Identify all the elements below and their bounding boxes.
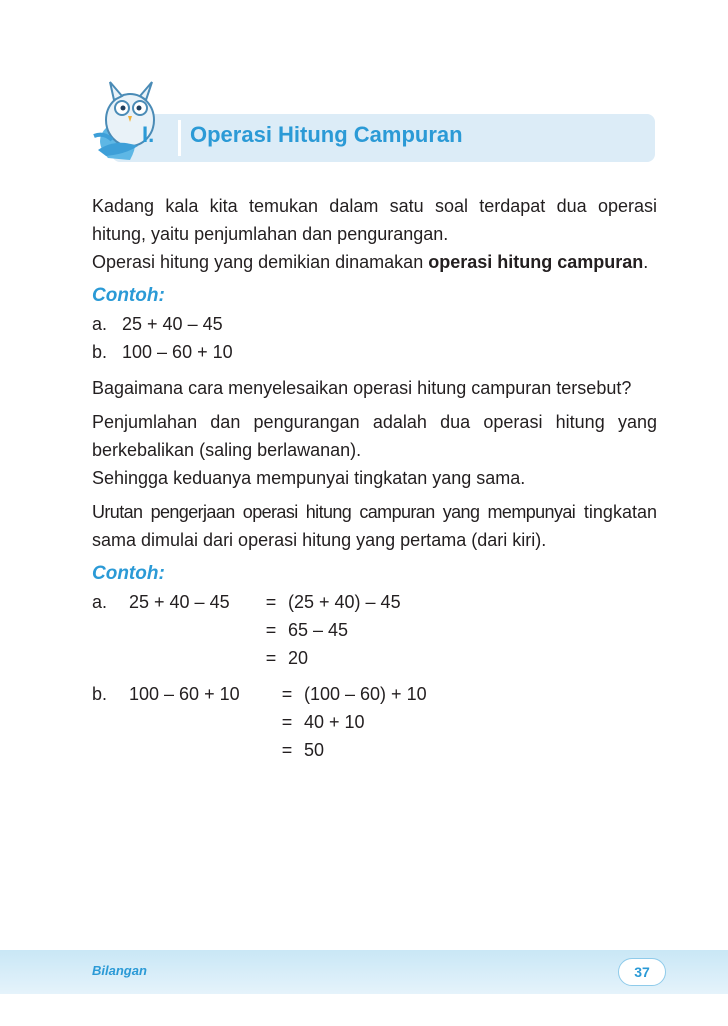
equals-sign: = [265,592,277,612]
worked-b-row-1 [92,680,657,708]
worked-example-b [92,680,657,764]
section-number: I. [142,122,155,147]
question-line-2: tersebut? [556,378,632,398]
page-number: 37 [618,958,666,986]
explanation-line-3: Sehingga keduanya mempunyai tingkatan yang sama. [92,468,526,488]
worked-a-step-2: 65 – 45 [288,620,349,640]
worked-a-expression: 25 + 40 – 45 [129,592,230,612]
rule-line-2: tingkatan sama dimulai dari operasi hitung yang pertama [92,502,657,550]
section-divider [178,120,181,156]
equals-sign: = [265,620,277,640]
worked-a-step-3: 20 [288,648,309,668]
worked-a-row-1 [92,588,657,616]
worked-b-row-2 [92,708,657,736]
rule-line-3: (dari kiri). [471,530,547,550]
explanation-line-2: yang berkebalikan (saling berlawanan). [92,412,657,460]
worked-a-label: a. [92,592,108,612]
worked-a-row-3 [92,644,657,672]
intro-line-3a: Operasi hitung yang demikian dinamakan [92,252,429,272]
intro-bold-term-1: operasi hitung [428,252,553,272]
worked-b-step-2: 40 + 10 [304,712,365,732]
spacer [92,366,657,374]
explanation-paragraph [92,408,657,492]
equals-sign: = [265,648,277,668]
intro-paragraph [92,192,657,276]
worked-example-a [92,588,657,672]
question-line-1: Bagaimana cara menyelesaikan operasi hitung campuran [92,378,552,398]
explanation-line-1: Penjumlahan dan pengurangan adalah dua operasi hitung [92,412,605,432]
intro-bold-term-2: campuran [557,252,644,272]
equals-sign: = [281,684,293,704]
spacer [92,672,657,680]
section-title: Operasi Hitung Campuran [190,122,463,147]
rule-paragraph [92,498,657,554]
worked-b-step-3: 50 [304,740,325,760]
intro-line-2: operasi hitung, yaitu penjumlahan dan pengurangan. [92,196,657,244]
worked-b-expression: 100 – 60 + 10 [129,684,240,704]
worked-a-step-1: (25 + 40) – 45 [288,592,401,612]
equals-sign: = [281,712,293,732]
question-paragraph [92,374,657,402]
example-label-1: Contoh: [92,285,165,306]
page-body [92,192,657,764]
owl-mascot-icon [86,70,178,166]
worked-b-row-3 [92,736,657,764]
equals-sign: = [281,740,293,760]
example-label-2: Contoh: [92,563,165,584]
intro-line-1: Kadang kala kita temukan dalam satu soal terdapat dua [92,196,587,216]
worked-a-row-2 [92,616,657,644]
worked-b-step-1: (100 – 60) + 10 [304,684,427,704]
rule-line-1: Urutan pengerjaan operasi hitung campuran yang mempunyai [92,502,576,522]
intro-period: . [643,252,649,272]
example-1-b: b. 100 – 60 + 10 [92,342,233,362]
worked-b-label: b. [92,684,108,704]
footer-chapter-label: Bilangan [92,963,147,978]
example-1-a: a. 25 + 40 – 45 [92,314,223,334]
